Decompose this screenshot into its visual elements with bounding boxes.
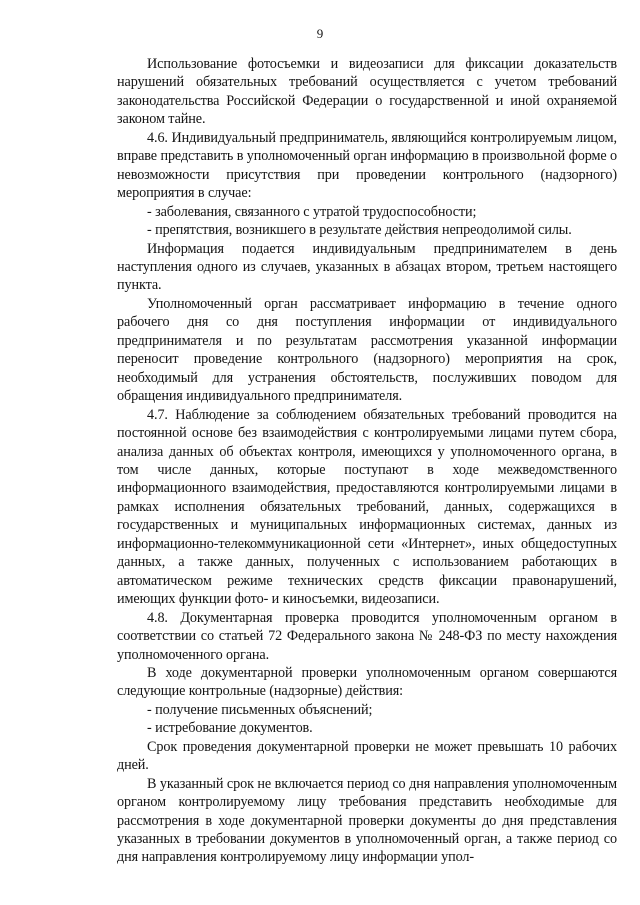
paragraph: 4.8. Документарная проверка проводится уполномоченным органом в соответствии со статьей 72 Федерального закона № 248-ФЗ по месту нахождения уполномоченного органа. <box>117 609 617 663</box>
page-number: 9 <box>316 26 324 41</box>
paragraph: Использование фотосъемки и видеозаписи для фиксации доказательств нарушений обязательных требований осуществляется с учетом требований законодательства Российской Федерации о государственной и иной охраняемой законом тайне. <box>117 56 617 128</box>
paragraph: 4.7. Наблюдение за соблюдением обязательных требований проводится на постоянной основе без взаимодействия с контролируемыми лицами путем сбора, анализа данных об объектах контроля, имеющихся у уполномоченного органа, в том числе данных, которые поступают в ходе межведомственного информационного взаимодействия, предоставляются контролируемыми лицами в рамках исполнения обязательных требований, данных, содержащихся в государственных и муниципальных информационных системах, данных из информационно-телекоммуникационной сети «Интернет», иных общедоступных данных, а также данных, полученных с использованием работающих в автоматическом режиме технических средств фиксации правонарушений, имеющих функции фото- и киносъемки, видеозаписи. <box>117 406 617 608</box>
paragraph: Срок проведения документарной проверки не может превышать 10 рабочих дней. <box>117 738 617 774</box>
list-item: - истребование документов. <box>147 720 313 737</box>
paragraph: Уполномоченный орган рассматривает информацию в течение одного рабочего дня со дня поступления информации от индивидуального предпринимателя и по результатам рассмотрения указанной информации переносит проведение контрольного (надзорного) мероприятия на срок, необходимый для устранения обстоятельств, послуживших поводом для обращения индивидуального предпринимателя. <box>117 295 617 405</box>
document-body <box>117 55 617 867</box>
paragraph: Информация подается индивидуальным предпринимателем в день наступления одного из случаев, указанных в абзацах втором, третьем настоящего пункта. <box>117 240 617 294</box>
paragraph: В указанный срок не включается период со дня направления уполномоченным органом контролируемому лицу требования представить необходимые для рассмотрения в ходе документарной проверки документы до дня представления указанных в требовании документов в уполномоченный орган, а также период со дня направления контролируемому лицу информации упол- <box>117 775 617 866</box>
paragraph: 4.6. Индивидуальный предприниматель, являющийся контролируемым лицом, вправе представить в уполномоченный орган информацию в произвольной форме о невозможности присутствия при проведении контрольного (надзорного) мероприятия в случае: <box>117 129 617 202</box>
paragraph: В ходе документарной проверки уполномоченным органом совершаются следующие контрольные (надзорные) действия: <box>117 664 617 700</box>
list-item: - заболевания, связанного с утратой трудоспособности; <box>147 203 477 220</box>
list-item: - препятствия, возникшего в результате действия непреодолимой силы. <box>147 222 572 239</box>
list-item: - получение письменных объяснений; <box>147 701 373 718</box>
